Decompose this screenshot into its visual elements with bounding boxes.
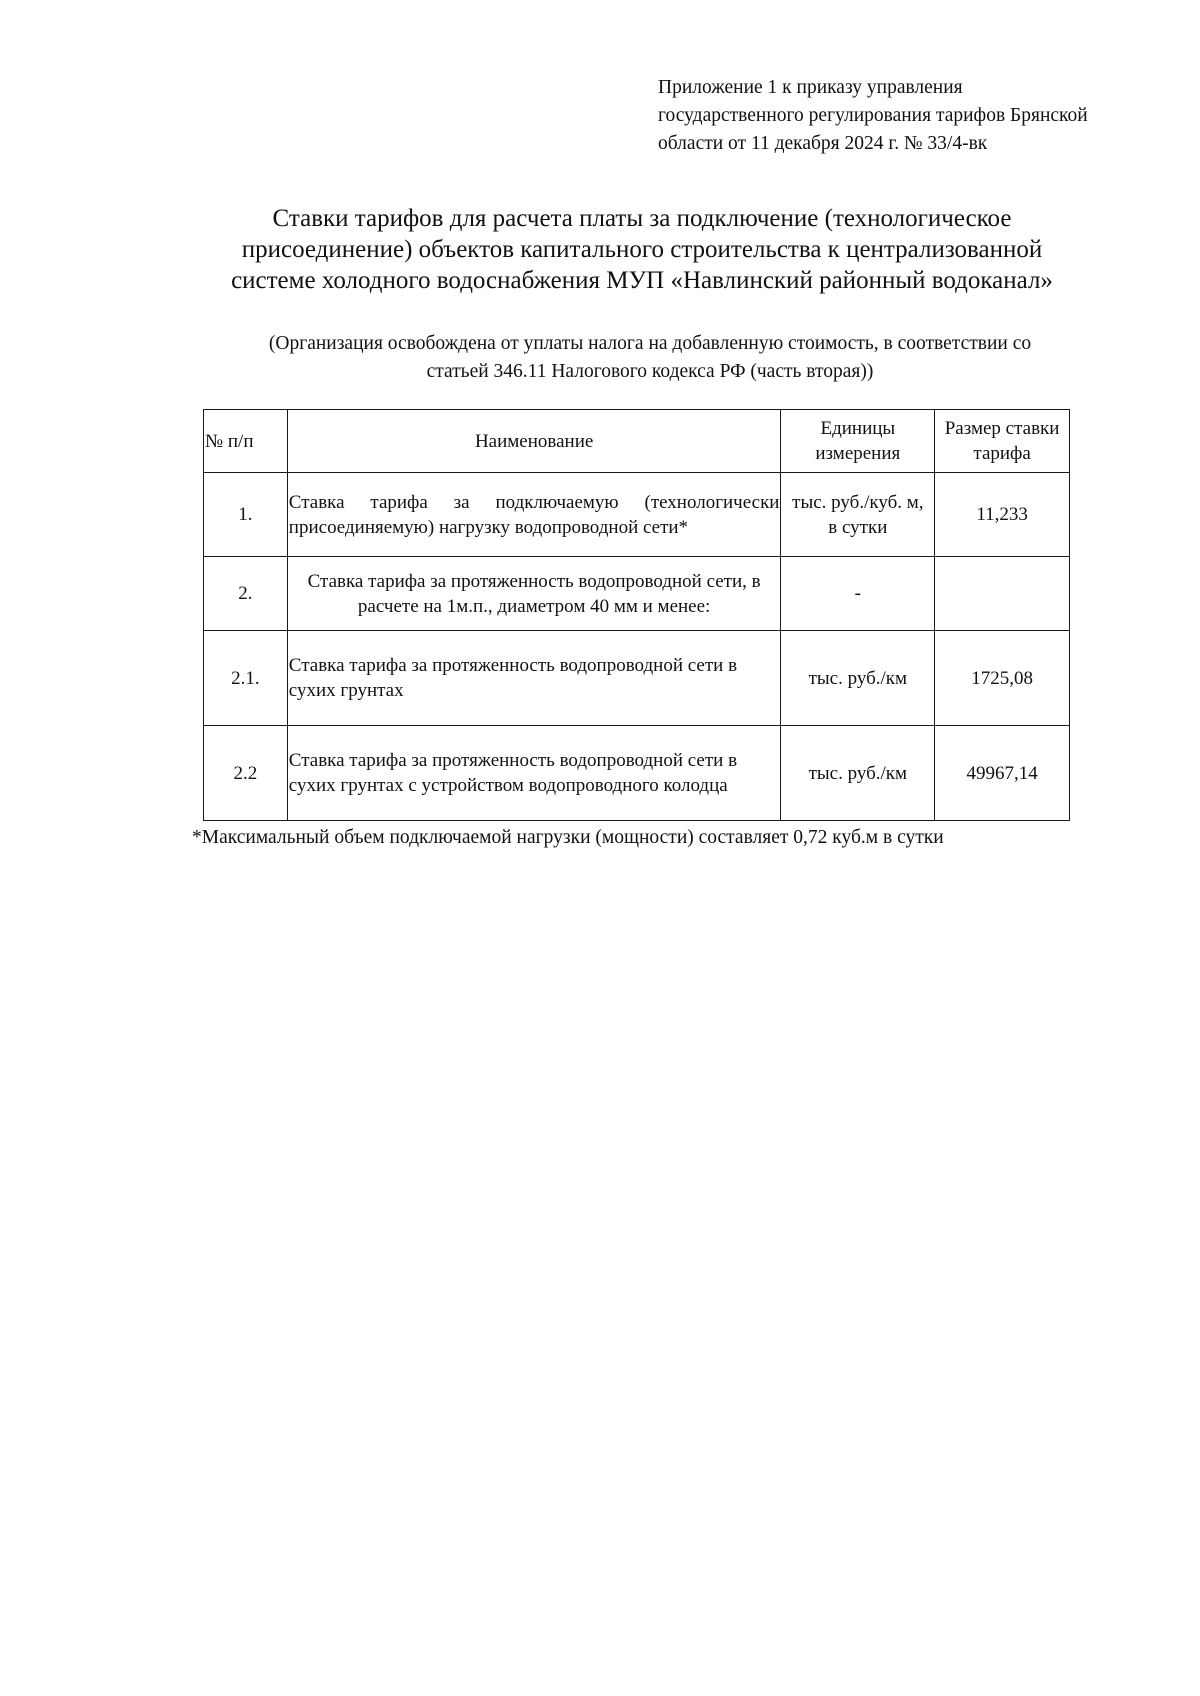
row-name: Ставка тарифа за протяженность водопроводной сети в сухих грунтах	[287, 631, 781, 726]
table-row	[204, 473, 1070, 557]
row-number: 1.	[204, 473, 288, 557]
footnote: *Максимальный объем подключаемой нагрузки (мощности) составляет 0,72 куб.м в сутки	[192, 827, 944, 848]
row-name: Ставка тарифа за протяженность водопроводной сети в сухих грунтах с устройством водопроводного колодца	[287, 726, 781, 821]
row-name: Ставка тарифа за протяженность водопроводной сети, в расчете на 1м.п., диаметром 40 мм и менее:	[287, 557, 781, 631]
appendix-line: государственного регулирования тарифов Брянской	[658, 105, 1088, 126]
row-number: 2.1.	[204, 631, 288, 726]
table-row	[204, 631, 1070, 726]
table-row	[204, 726, 1070, 821]
table-row	[204, 557, 1070, 631]
header-rate: Размер ставки тарифа	[935, 410, 1070, 473]
row-rate: 11,233	[935, 473, 1070, 557]
row-units: тыс. руб./км	[781, 631, 935, 726]
row-number: 2.2	[204, 726, 288, 821]
row-number: 2.	[204, 557, 288, 631]
title-line: системе холодного водоснабжения МУП «Навлинский районный водоканал»	[231, 267, 1053, 294]
row-units: тыс. руб./км	[781, 726, 935, 821]
document-title	[120, 203, 1164, 296]
appendix-reference	[658, 74, 1178, 158]
tariff-table	[203, 409, 1070, 821]
header-name: Наименование	[287, 410, 781, 473]
appendix-line: области от 11 декабря 2024 г. № 33/4-вк	[658, 133, 988, 154]
row-units: тыс. руб./куб. м, в сутки	[781, 473, 935, 557]
vat-exemption-note	[150, 330, 1150, 386]
row-rate	[935, 557, 1070, 631]
header-units: Единицы измерения	[781, 410, 935, 473]
row-name: Ставка тарифа за подключаемую (технологически присоединяемую) нагрузку водопроводной сети*	[287, 473, 781, 557]
row-rate: 49967,14	[935, 726, 1070, 821]
header-number: № п/п	[204, 410, 288, 473]
appendix-line: Приложение 1 к приказу управления	[658, 77, 963, 98]
title-line: Ставки тарифов для расчета платы за подключение (технологическое	[272, 205, 1012, 232]
row-rate: 1725,08	[935, 631, 1070, 726]
row-units: -	[781, 557, 935, 631]
table-header-row	[204, 410, 1070, 473]
title-line: присоединение) объектов капитального строительства к централизованной	[241, 236, 1043, 263]
note-line: статьей 346.11 Налогового кодекса РФ (часть вторая))	[426, 361, 874, 382]
note-line: (Организация освобождена от уплаты налога на добавленную стоимость, в соответствии со	[268, 333, 1032, 354]
